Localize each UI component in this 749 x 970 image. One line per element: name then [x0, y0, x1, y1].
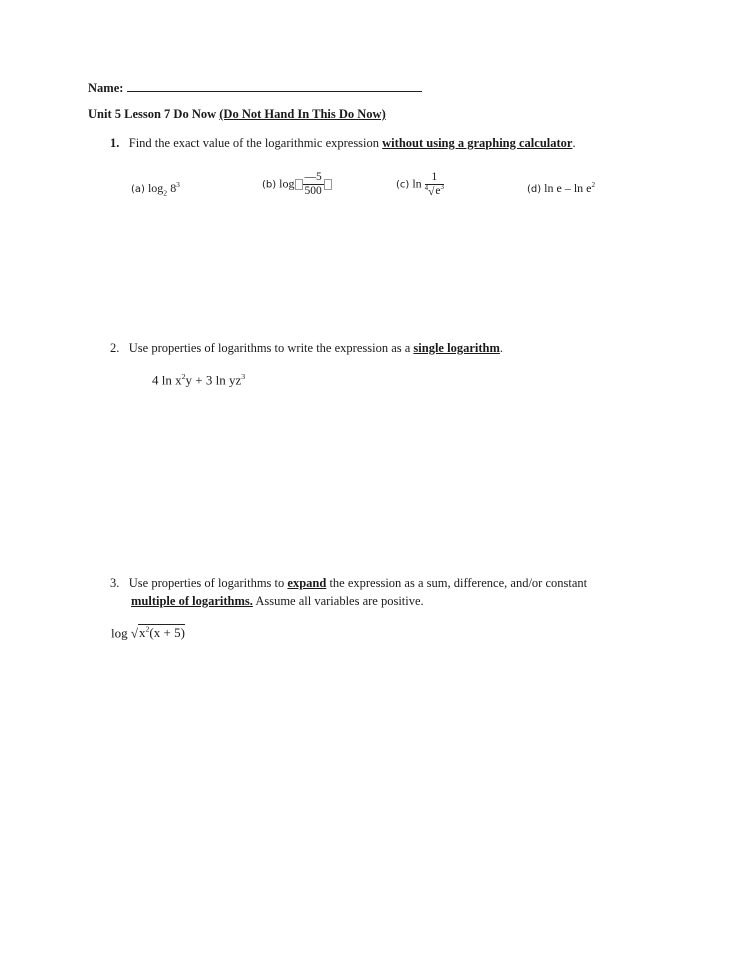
- question-3-emphasis-a: expand: [287, 576, 327, 590]
- bracket-placeholder-icon: [295, 179, 303, 190]
- question-2-expression: [152, 372, 245, 388]
- q1c-den-base: e: [435, 185, 441, 198]
- q1-part-c: [396, 172, 444, 198]
- question-1-emphasis: without using a graphing calculator: [382, 136, 573, 150]
- q1a-label: (a): [131, 184, 145, 195]
- q1d-expr2: ln e: [573, 181, 592, 195]
- q1d-expr1: ln e: [544, 181, 562, 195]
- q1c-root-index: 4: [424, 184, 429, 192]
- bracket-placeholder-icon: [324, 179, 332, 190]
- q1c-den-exp: 3: [440, 184, 444, 192]
- q1c-ln: ln: [412, 176, 422, 191]
- name-blank-line[interactable]: [127, 80, 422, 92]
- q1b-numerator: —5: [304, 171, 322, 183]
- q3-expr-x: x: [139, 625, 146, 641]
- question-2: [110, 341, 503, 356]
- question-3: [110, 576, 587, 591]
- q1c-radicand: [434, 184, 444, 197]
- name-label: Name:: [88, 81, 124, 95]
- q1c-fraction: [425, 172, 444, 198]
- q1b-log: log: [279, 176, 295, 191]
- question-3-expression: $\log √x^2(x + 5)$: [111, 625, 185, 641]
- question-3-text-c: Assume all variables are positive.: [255, 594, 424, 608]
- q1c-denominator: $^4√e^3$: [424, 184, 444, 198]
- q1b-fraction: [303, 172, 324, 197]
- q1a-exp: 3: [176, 181, 180, 189]
- q1a-arg: 8: [170, 181, 177, 195]
- question-2-text: Use properties of logarithms to write the expression as a: [128, 341, 411, 355]
- question-1-end: .: [572, 136, 576, 150]
- q2-expr-exp2: 3: [241, 372, 246, 381]
- lesson-title: Unit 5 Lesson 7 Do Now: [88, 107, 217, 121]
- question-3-text-a: Use properties of logarithms to: [128, 576, 285, 590]
- question-3-emphasis-b: multiple of logarithms.: [131, 594, 253, 608]
- question-1: [110, 136, 576, 151]
- q1d-minus: –: [564, 181, 571, 195]
- question-1-number: 1.: [110, 136, 120, 150]
- q1a-base: 2: [163, 188, 168, 198]
- q2-expr-part2: y + 3 ln yz: [185, 372, 242, 388]
- q2-expr-part1: 4 ln x: [152, 372, 182, 388]
- q3-expr-radicand: [138, 624, 185, 640]
- question-2-number: 2.: [110, 341, 120, 355]
- q1d-label: (d): [527, 184, 542, 195]
- q2-expr-exp1: 2: [181, 372, 186, 381]
- q1-part-d: [527, 181, 595, 196]
- q1-part-b: [262, 172, 332, 197]
- q1c-label: (c): [396, 179, 410, 191]
- question-3-text-b: the expression as a sum, difference, and/or constant: [329, 576, 588, 590]
- name-field: [88, 80, 422, 96]
- question-2-end: .: [499, 341, 503, 355]
- title-note: (Do Not Hand In This Do Now): [219, 107, 386, 121]
- q3-expr-exp: 2: [145, 625, 150, 634]
- question-3-number: 3.: [110, 576, 120, 590]
- q1b-denominator: 500: [304, 184, 322, 197]
- q1c-numerator: 1: [425, 172, 444, 185]
- q1a-log: log: [147, 181, 164, 195]
- question-2-emphasis: single logarithm: [413, 341, 500, 355]
- page-title: [88, 107, 386, 122]
- q3-expr-rest: (x + 5): [149, 625, 185, 641]
- question-1-text: Find the exact value of the logarithmic expression: [128, 136, 380, 150]
- q1-part-a: [131, 181, 180, 197]
- question-3-line-2: [131, 594, 424, 609]
- q3-expr-log: log: [111, 625, 128, 641]
- q1b-label: (b): [262, 179, 277, 191]
- q1d-exp: 2: [591, 181, 596, 189]
